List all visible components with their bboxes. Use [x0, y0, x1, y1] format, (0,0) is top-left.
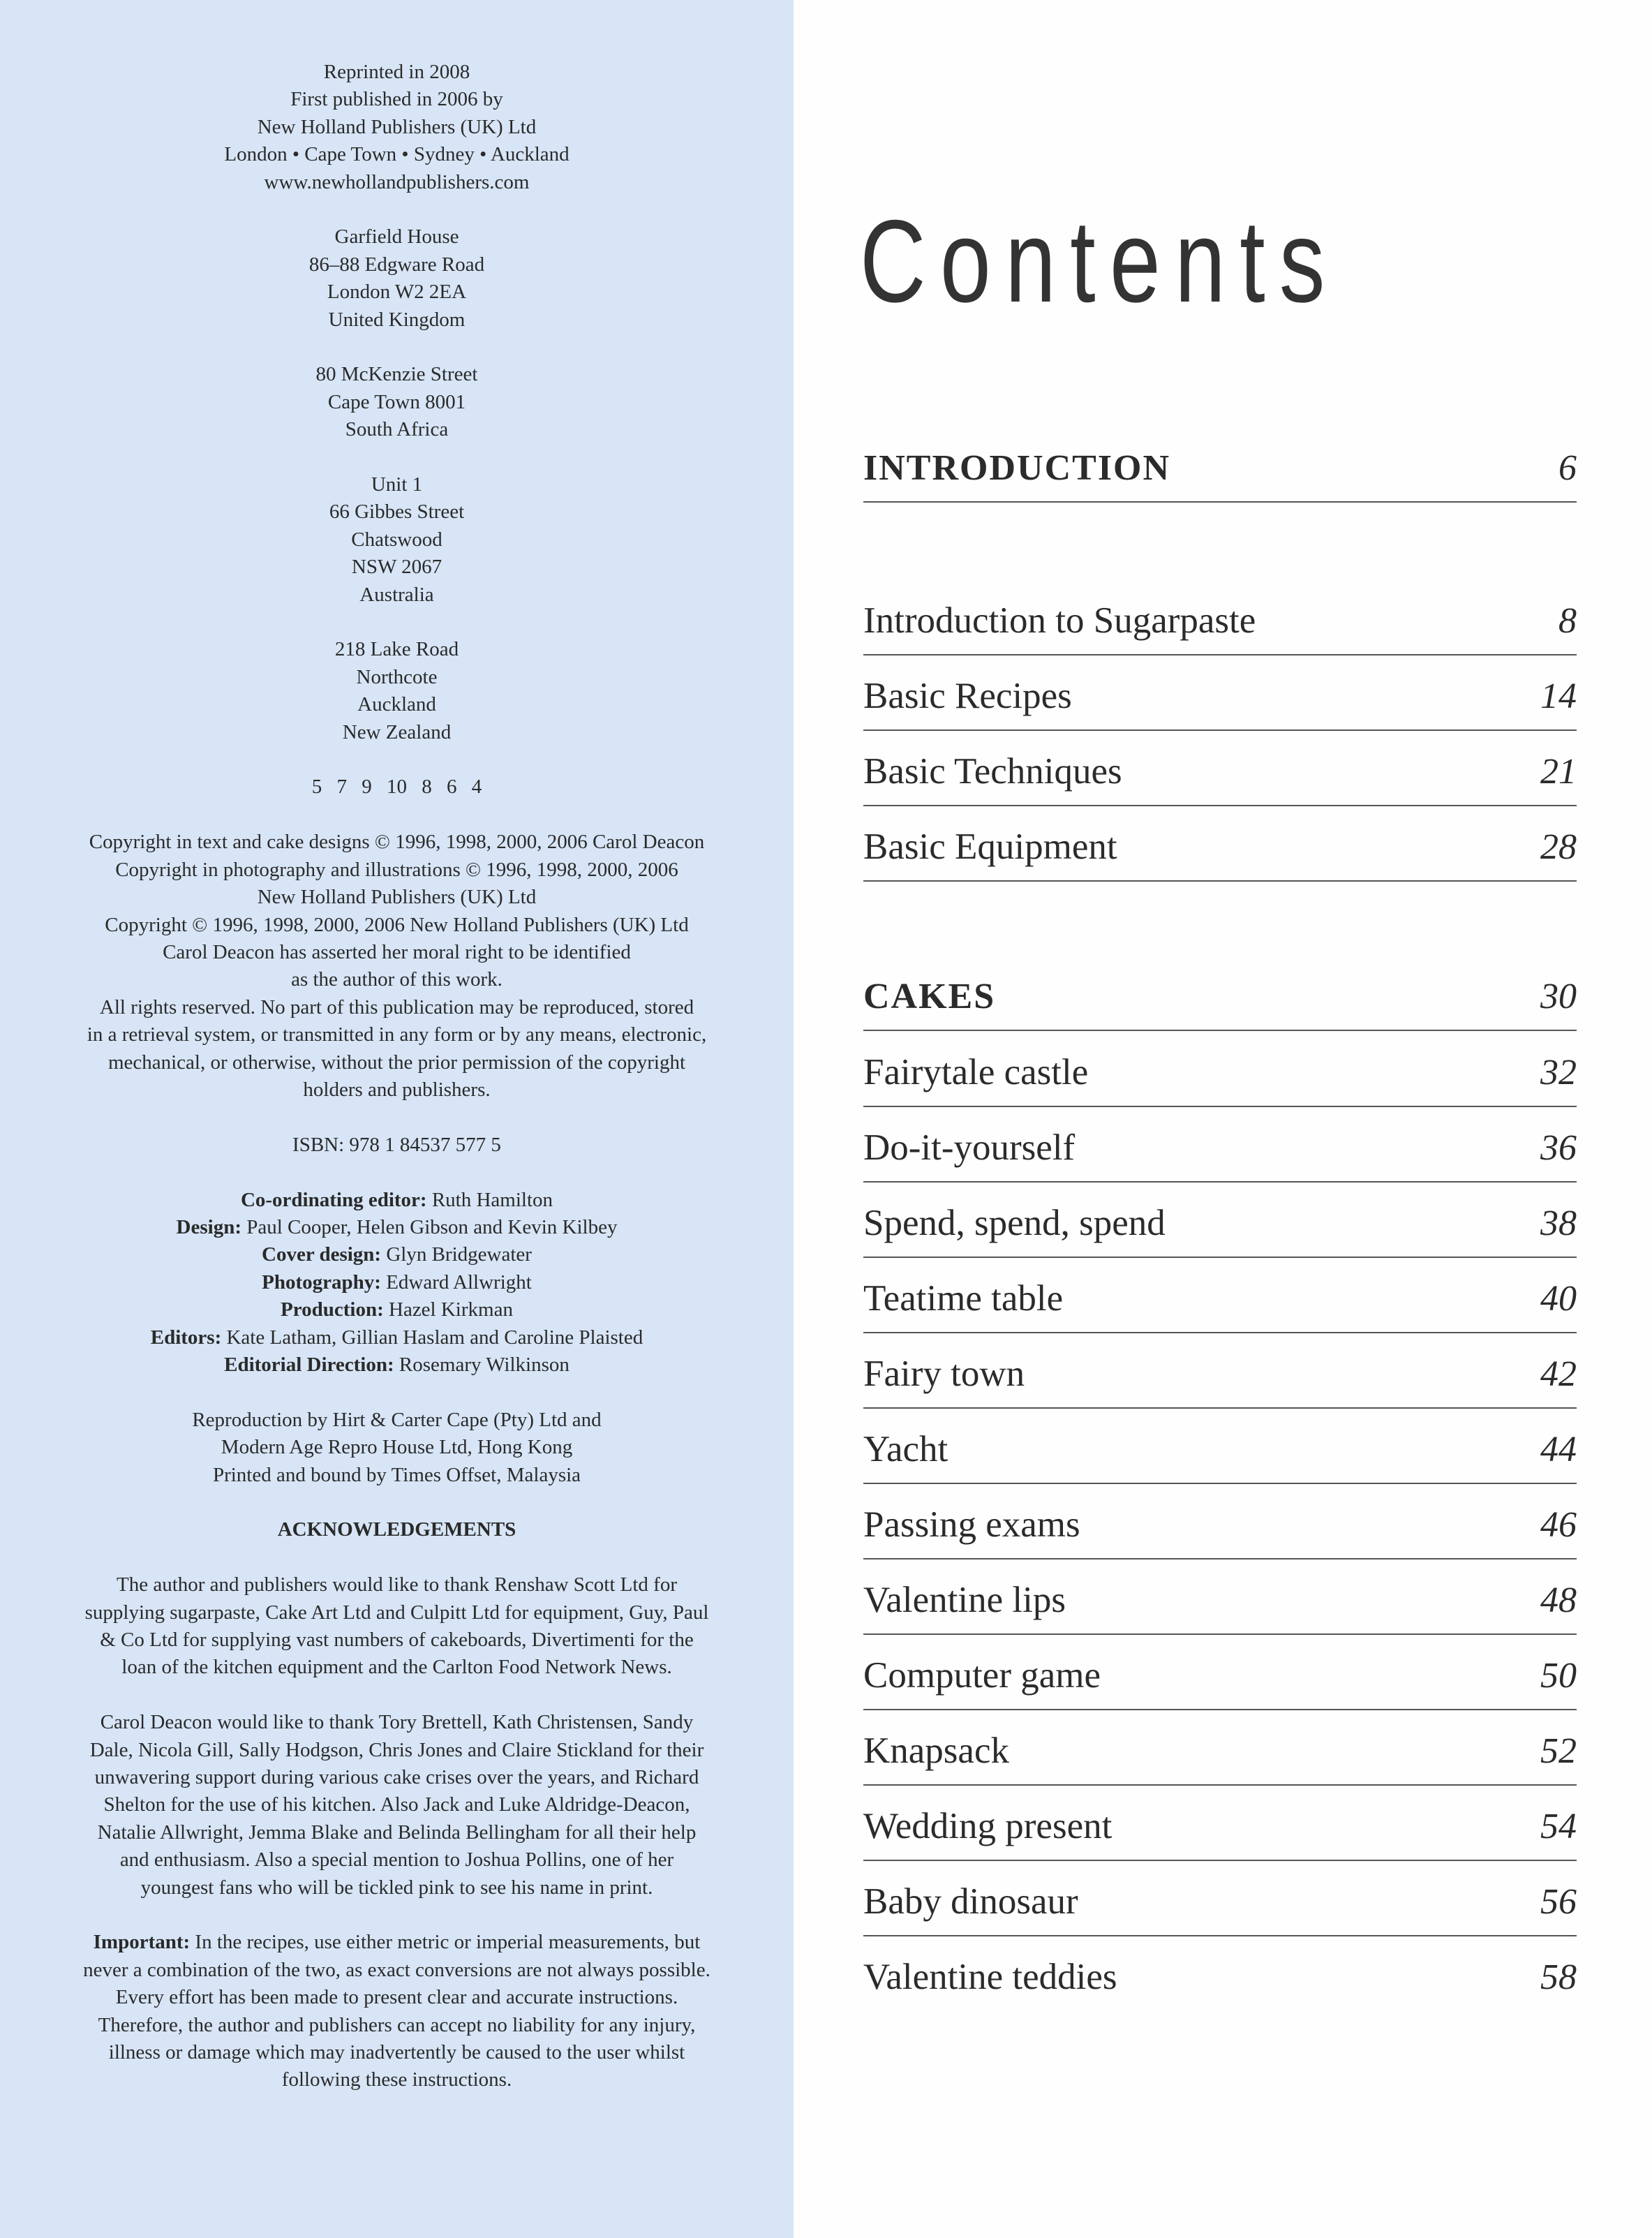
toc-page-number: 28 — [1540, 827, 1577, 867]
credit-role: Production: — [281, 1298, 384, 1321]
toc-page-number: 40 — [1540, 1279, 1577, 1319]
acknowledgement-line: unwavering support during various cake crises over the years, and Richard — [94, 1766, 699, 1788]
address-line: United Kingdom — [328, 308, 466, 331]
credit-line — [0, 1187, 794, 1214]
address-line: Garfield House — [334, 225, 459, 249]
toc-entry — [863, 1558, 1577, 1635]
toc-entry-title: Passing exams — [863, 1504, 1080, 1545]
address-line: Reprinted in 2008 — [323, 61, 470, 83]
acknowledgement-line: Carol Deacon would like to thank Tory Brettell, Kath Christensen, Sandy — [100, 1711, 694, 1734]
credit-name: Hazel Kirkman — [383, 1298, 513, 1321]
credit-name: Ruth Hamilton — [426, 1188, 553, 1211]
address-line: Unit 1 — [371, 473, 423, 496]
toc-entry — [863, 1030, 1577, 1107]
toc-page-number: 42 — [1540, 1354, 1577, 1394]
toc-entry-title: Basic Equipment — [863, 827, 1117, 867]
credit-role: Cover design: — [262, 1243, 382, 1266]
credit-line — [0, 1269, 794, 1296]
copyright-line: New Holland Publishers (UK) Ltd — [257, 886, 537, 909]
copyright-line: as the author of this work. — [291, 968, 503, 991]
acknowledgement-line: & Co Ltd for supplying vast numbers of cakeboards, Divertimenti for the — [100, 1628, 694, 1651]
address-line: South Africa — [345, 418, 449, 441]
toc-entry-title: Do-it-yourself — [863, 1127, 1076, 1168]
credit-role: Photography: — [262, 1270, 381, 1294]
toc-entry — [863, 1633, 1577, 1710]
address-block — [0, 59, 794, 196]
toc-page-number: 32 — [1540, 1053, 1577, 1092]
toc-entry-title: Valentine lips — [863, 1580, 1066, 1620]
credit-line — [0, 1241, 794, 1268]
toc-page-number: 58 — [1540, 1957, 1577, 1997]
address-line: 86–88 Edgware Road — [308, 253, 485, 276]
acknowledgements-heading — [0, 1516, 794, 1543]
toc-section-heading — [863, 426, 1577, 503]
address-line: London • Cape Town • Sydney • Auckland — [224, 143, 570, 166]
acknowledgement-line: Natalie Allwright, Jemma Blake and Belinda Bellingham for all their help — [97, 1821, 697, 1844]
address-line: Cape Town 8001 — [327, 390, 466, 413]
copyright-line: holders and publishers. — [303, 1078, 491, 1101]
toc-entry-title: Teatime table — [863, 1278, 1064, 1319]
toc-entry-title: Knapsack — [863, 1731, 1009, 1771]
toc-page-number: 30 — [1540, 977, 1577, 1016]
toc-entry-title: Basic Recipes — [863, 676, 1072, 716]
toc-entry-title: Computer game — [863, 1655, 1101, 1696]
toc-page-number: 8 — [1558, 601, 1577, 641]
toc-entry — [863, 1483, 1577, 1559]
acknowledgement-line: loan of the kitchen equipment and the Carlton Food Network News. — [121, 1656, 672, 1679]
toc-entry — [863, 1709, 1577, 1786]
credits-block — [0, 1187, 794, 1379]
address-line: First published in 2006 by — [290, 88, 503, 111]
toc-entry-title: Spend, spend, spend — [863, 1203, 1166, 1243]
credit-name: Paul Cooper, Helen Gibson and Kevin Kilbey — [241, 1215, 618, 1238]
imprint-text — [0, 59, 794, 2121]
acknowledgements-para — [0, 1571, 794, 1682]
toc-page-number: 48 — [1540, 1580, 1577, 1620]
address-line: 80 McKenzie Street — [315, 363, 478, 386]
acknowledgement-line: youngest fans who will be tickled pink to see his name in print. — [140, 1876, 653, 1899]
reproduction-line: Printed and bound by Times Offset, Malaysia — [212, 1463, 581, 1486]
copyright-line: Carol Deacon has asserted her moral right to be identified — [163, 940, 631, 963]
address-line: NSW 2067 — [351, 556, 442, 579]
copyright-line: All rights reserved. No part of this publication may be reproduced, stored — [99, 995, 694, 1018]
credit-name: Edward Allwright — [380, 1270, 532, 1294]
credit-role: Editors: — [150, 1326, 222, 1349]
toc-entry — [863, 805, 1577, 882]
toc-section-heading — [863, 954, 1577, 1031]
address-block — [0, 361, 794, 443]
address-line: Chatswood — [351, 528, 442, 551]
acknowledgement-line: Shelton for the use of his kitchen. Also Jack and Luke Aldridge-Deacon, — [103, 1793, 690, 1816]
toc-entry — [863, 1257, 1577, 1333]
imprint-page — [0, 0, 794, 2238]
credit-name: Glyn Bridgewater — [381, 1243, 532, 1266]
toc-entry-title: Wedding present — [863, 1806, 1113, 1846]
toc-entry-title: Basic Techniques — [863, 751, 1122, 792]
toc-entry — [863, 1784, 1577, 1861]
toc-entry-title: INTRODUCTION — [863, 448, 1171, 488]
toc-page-number: 44 — [1540, 1430, 1577, 1469]
toc-entry-title: Fairy town — [863, 1354, 1025, 1394]
important-line: never a combination of the two, as exact conversions are not always possible. — [83, 1958, 710, 1981]
reproduction-block — [0, 1407, 794, 1489]
important-line: Every effort has been made to present clear and accurate instructions. — [115, 1986, 678, 2009]
credit-line — [0, 1324, 794, 1351]
copyright-line: in a retrieval system, or transmitted in any form or by any means, electronic, — [87, 1023, 707, 1046]
toc-entry — [863, 1407, 1577, 1484]
important-line: Therefore, the author and publishers can accept no liability for any injury, — [98, 2013, 696, 2036]
toc-page-number: 14 — [1540, 676, 1577, 716]
toc-page-number: 52 — [1540, 1731, 1577, 1771]
address-line: Northcote — [356, 665, 438, 688]
acknowledgement-line: The author and publishers would like to thank Renshaw Scott Ltd for — [117, 1573, 677, 1596]
acknowledgements-para — [0, 1709, 794, 1902]
acknowledgement-line: Dale, Nicola Gill, Sally Hodgson, Chris Jones and Claire Stickland for their — [89, 1738, 704, 1761]
credit-role: Co-ordinating editor: — [240, 1188, 427, 1211]
copyright-block — [0, 829, 794, 1104]
print-run — [0, 773, 794, 801]
toc-entry-title: Valentine teddies — [863, 1957, 1117, 1997]
toc-entry-title: Yacht — [863, 1429, 948, 1469]
print-run-numbers: 5 7 9 10 8 6 4 — [311, 776, 482, 799]
copyright-line: Copyright © 1996, 1998, 2000, 2006 New Holland Publishers (UK) Ltd — [105, 913, 689, 936]
address-line: Auckland — [357, 693, 436, 716]
important-line — [0, 1929, 794, 1956]
reproduction-line: Modern Age Repro House Ltd, Hong Kong — [221, 1436, 573, 1459]
toc-page-number: 6 — [1558, 448, 1577, 488]
reproduction-line: Reproduction by Hirt & Carter Cape (Pty) Ltd and — [192, 1408, 602, 1431]
toc-entry — [863, 1181, 1577, 1258]
important-label: Important: — [93, 1931, 191, 1954]
address-line: 66 Gibbes Street — [329, 501, 465, 524]
copyright-line: Copyright in text and cake designs © 1996, 1998, 2000, 2006 Carol Deacon — [89, 831, 705, 854]
toc-page-number: 21 — [1540, 752, 1577, 792]
important-text: In the recipes, use either metric or imperial measurements, but — [190, 1931, 701, 1954]
address-block — [0, 471, 794, 609]
toc-entry — [863, 654, 1577, 731]
credit-line — [0, 1351, 794, 1379]
acknowledgements-title: ACKNOWLEDGEMENTS — [277, 1518, 516, 1541]
address-line: Australia — [359, 583, 434, 606]
address-block — [0, 223, 794, 334]
address-line: www.newhollandpublishers.com — [264, 170, 530, 193]
credit-name: Kate Latham, Gillian Haslam and Caroline Plaisted — [221, 1326, 643, 1349]
address-line: 218 Lake Road — [334, 638, 459, 661]
toc-entry — [863, 1332, 1577, 1409]
toc-entry — [863, 729, 1577, 806]
credit-line — [0, 1214, 794, 1241]
toc-entry — [863, 1106, 1577, 1183]
toc-page-number: 56 — [1540, 1882, 1577, 1922]
important-line: illness or damage which may inadvertently be caused to the user whilst — [108, 2041, 685, 2064]
credit-role: Design: — [176, 1215, 241, 1238]
address-line: New Holland Publishers (UK) Ltd — [257, 115, 537, 138]
toc-entry-title: CAKES — [863, 977, 996, 1016]
copyright-line: Copyright in photography and illustrations © 1996, 1998, 2000, 2006 — [115, 858, 678, 881]
toc-page-number: 38 — [1540, 1203, 1577, 1243]
toc-entry-title: Fairytale castle — [863, 1052, 1089, 1092]
page-title: Contents — [860, 195, 1339, 327]
credit-name: Rosemary Wilkinson — [394, 1353, 570, 1376]
toc-entry — [863, 579, 1577, 655]
toc-page-number: 46 — [1540, 1505, 1577, 1545]
toc-entry-title: Baby dinosaur — [863, 1881, 1078, 1922]
toc-entry — [863, 1860, 1577, 1936]
address-line: London W2 2EA — [327, 281, 467, 304]
important-line: following these instructions. — [281, 2068, 512, 2091]
toc-entry — [863, 1935, 1577, 2010]
address-line: New Zealand — [342, 720, 452, 743]
acknowledgement-line: and enthusiasm. Also a special mention to Joshua Pollins, one of her — [119, 1848, 674, 1872]
toc-page-number: 36 — [1540, 1128, 1577, 1168]
copyright-line: mechanical, or otherwise, without the prior permission of the copyright — [107, 1051, 686, 1074]
toc-page-number: 54 — [1540, 1807, 1577, 1846]
acknowledgement-line: supplying sugarpaste, Cake Art Ltd and Culpitt Ltd for equipment, Guy, Paul — [84, 1601, 709, 1624]
important-notice — [0, 1929, 794, 2094]
isbn: ISBN: 978 1 84537 577 5 — [292, 1133, 501, 1156]
credit-line — [0, 1296, 794, 1324]
credit-role: Editorial Direction: — [224, 1353, 394, 1376]
address-block — [0, 636, 794, 746]
toc-entry-title: Introduction to Sugarpaste — [863, 600, 1256, 641]
isbn-block — [0, 1132, 794, 1159]
toc-page-number: 50 — [1540, 1656, 1577, 1696]
